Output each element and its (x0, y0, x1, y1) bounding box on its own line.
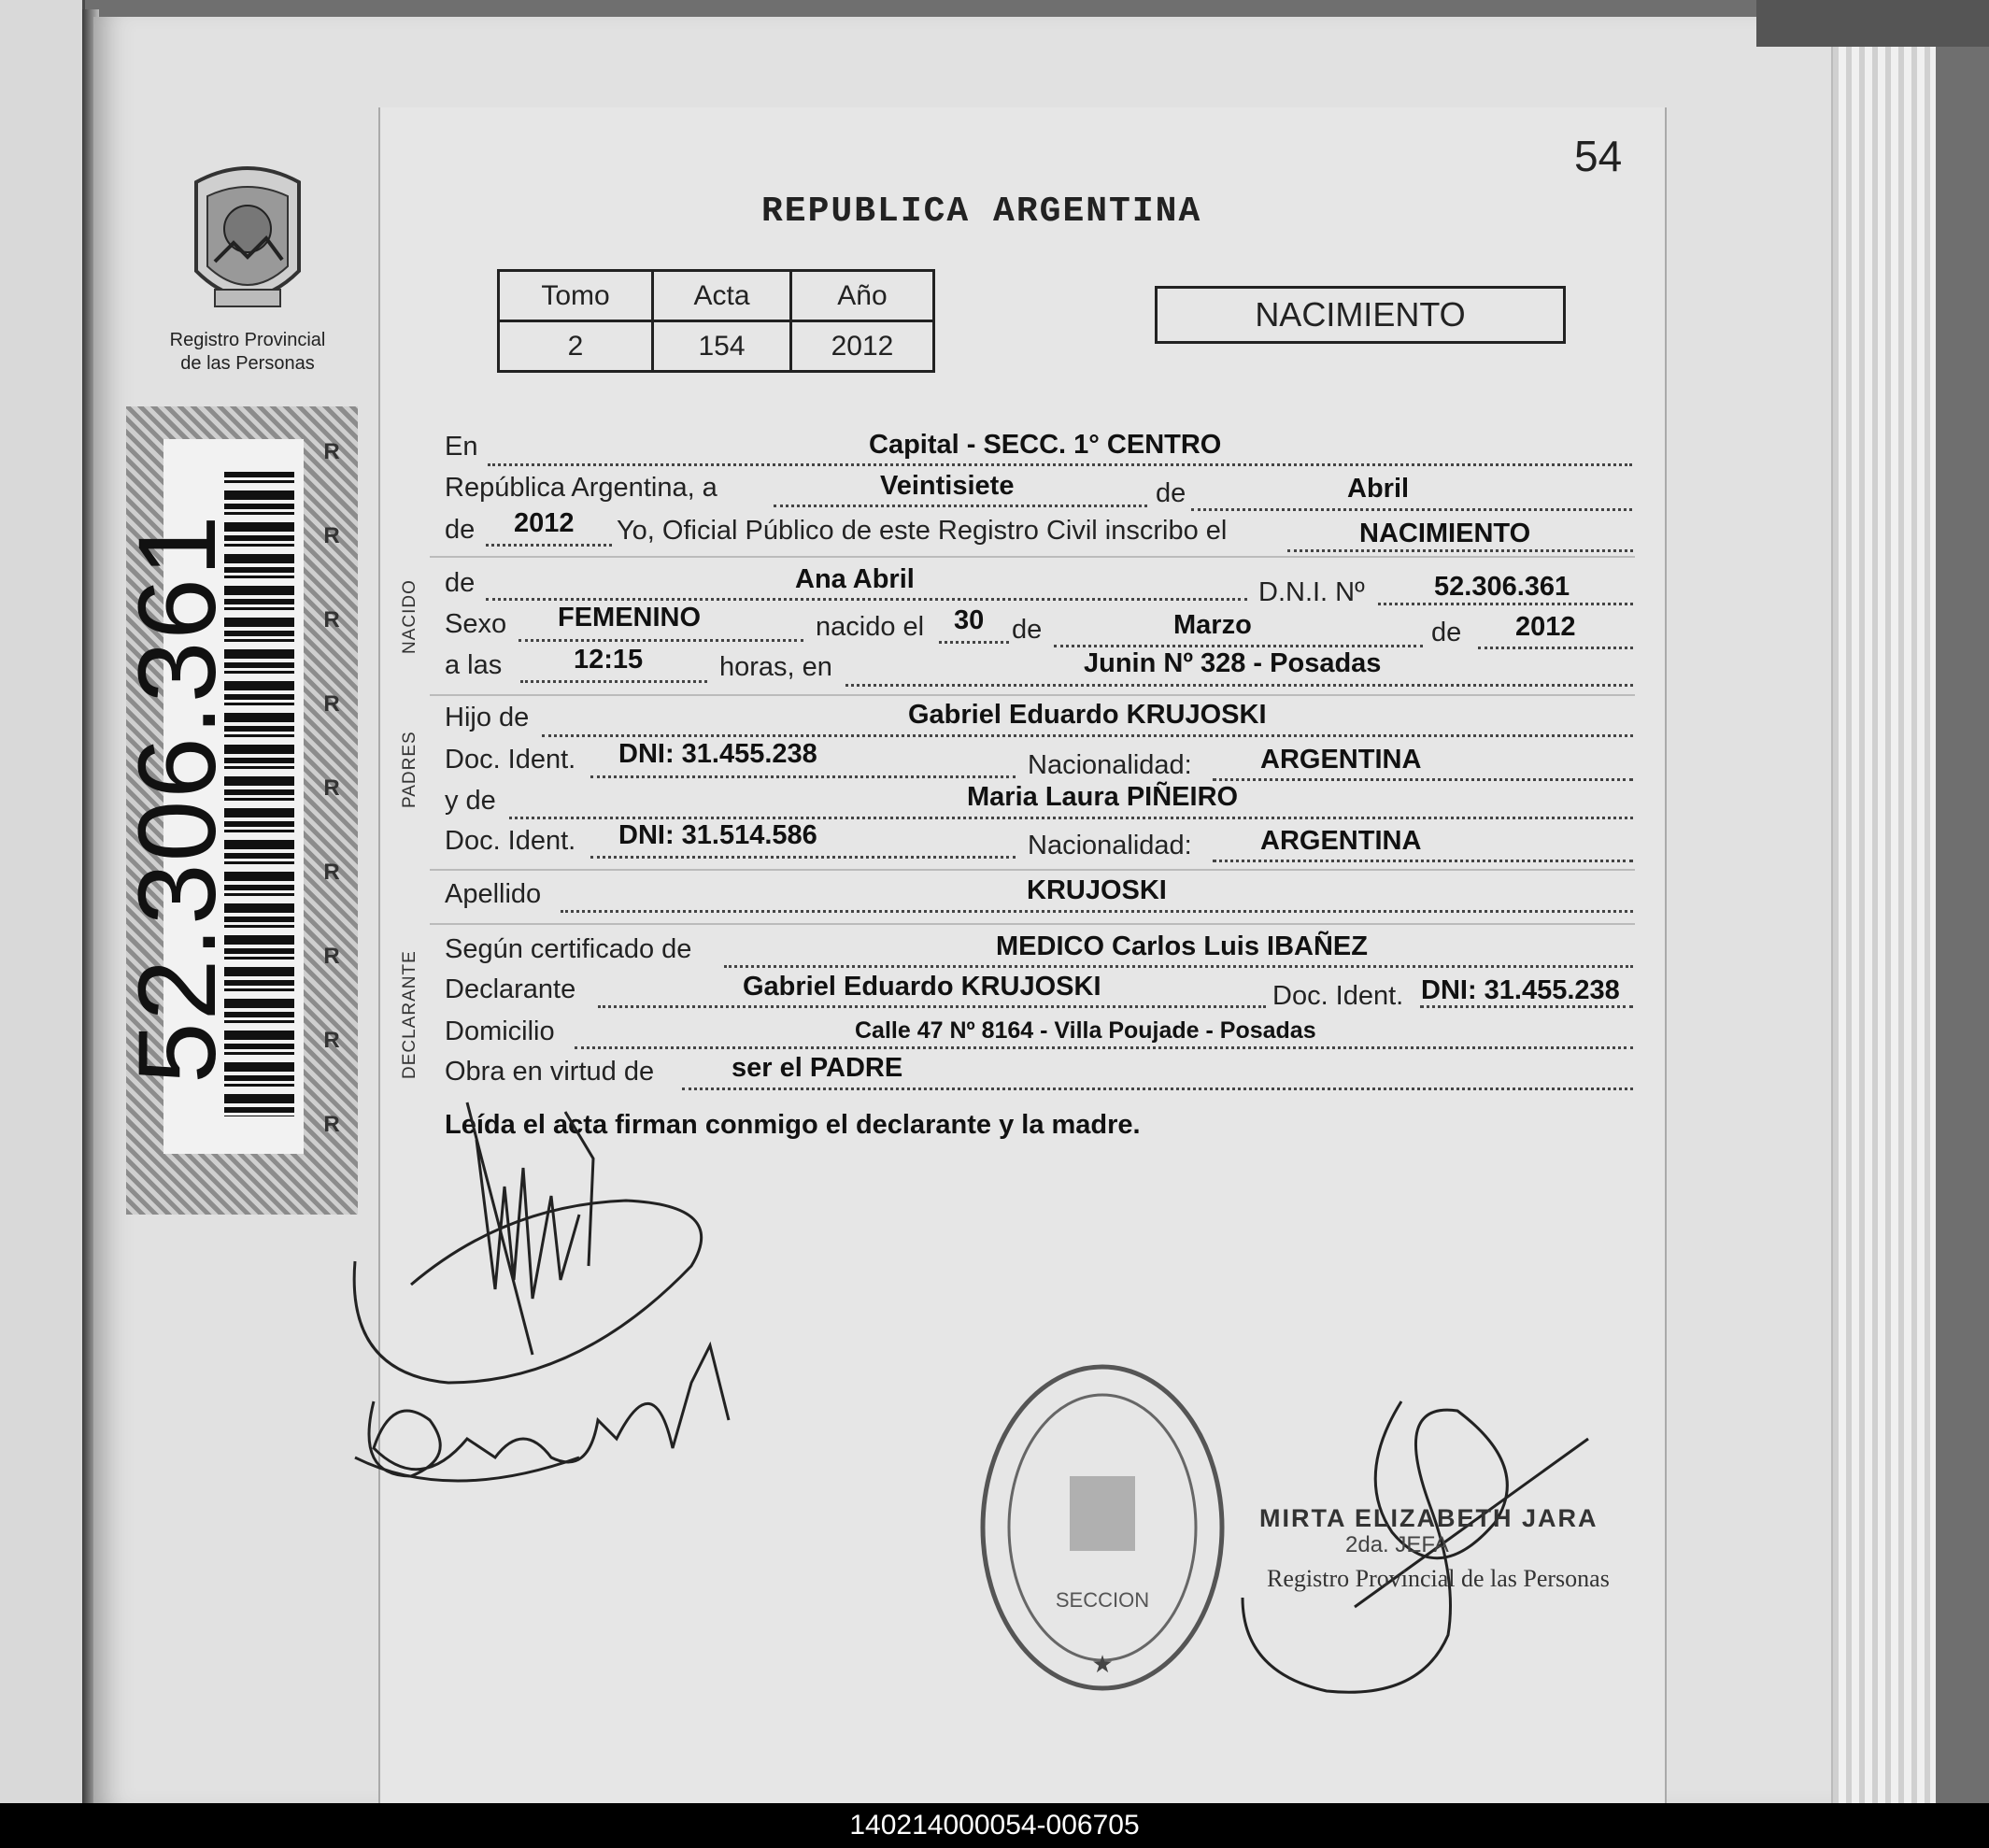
dotted-line (598, 1005, 1266, 1008)
value-name: Ana Abril (795, 564, 915, 594)
dotted-line (542, 734, 1633, 737)
value-birth-time: 12:15 (574, 645, 644, 675)
label-certificado: Según certificado de (445, 934, 692, 964)
closing-statement: Leída el acta firman conmigo el declarante y la madre. (445, 1110, 1141, 1140)
dotted-line (486, 544, 612, 547)
province-seal-logo (178, 159, 318, 327)
label-obra: Obra en virtud de (445, 1057, 655, 1087)
value-declarante: Gabriel Eduardo KRUJOSKI (743, 972, 1101, 1002)
label-dni: D.N.I. Nº (1258, 577, 1365, 607)
sticker-pattern-letter: R (323, 607, 340, 633)
value-birth-day: 30 (954, 605, 985, 635)
dotted-line (486, 598, 1247, 601)
label-nacionalidad: Nacionalidad: (1028, 831, 1192, 860)
dotted-line (1378, 603, 1633, 605)
dotted-line (774, 505, 1147, 507)
header-anio: Año (791, 271, 934, 321)
value-birth-place: Junin Nº 328 - Posadas (1084, 648, 1382, 678)
value-month: Abril (1347, 474, 1410, 504)
sticker-pattern-letter: R (323, 523, 340, 548)
dotted-line (575, 1046, 1633, 1049)
value-en: Capital - SECC. 1° CENTRO (869, 430, 1222, 460)
label-oficial: Yo, Oficial Público de este Registro Civil inscribo el (617, 516, 1228, 546)
official-organization: Registro Provincial de las Personas (1267, 1565, 1610, 1592)
label-domicilio: Domicilio (445, 1016, 555, 1046)
sticker-pattern-letter: R (323, 860, 340, 885)
section-divider (430, 869, 1635, 871)
dotted-line (682, 1087, 1633, 1090)
value-dni: 52.306.361 (1434, 572, 1570, 602)
logo-caption-line2: de las Personas (180, 353, 315, 374)
label-nacionalidad: Nacionalidad: (1028, 750, 1192, 780)
value-father-nationality: ARGENTINA (1260, 745, 1422, 775)
value-anio: 2012 (791, 321, 934, 372)
sticker-pattern-letter: R (323, 439, 340, 464)
dotted-line (488, 463, 1632, 466)
dotted-line (520, 680, 707, 683)
dotted-line (1478, 647, 1633, 649)
section-divider (430, 923, 1635, 925)
label-declarante: Declarante (445, 974, 576, 1004)
page-number: 54 (1574, 132, 1623, 180)
sticker-pattern-letter: R (323, 1028, 340, 1053)
dotted-line (561, 910, 1633, 913)
footer-code: 140214000054-006705 (849, 1810, 1140, 1841)
footer-bar (0, 1803, 1989, 1848)
record-type-box: NACIMIENTO (1155, 286, 1566, 344)
label-doc: Doc. Ident. (445, 745, 576, 775)
dotted-line (724, 965, 1633, 968)
dotted-line (1213, 778, 1633, 781)
sticker-pattern-letter: R (323, 1112, 340, 1137)
dotted-line (519, 639, 803, 642)
label-doc: Doc. Ident. (1272, 981, 1404, 1011)
registry-table (497, 269, 935, 373)
label-name: de (445, 568, 476, 598)
sticker-pattern-letter: R (323, 944, 340, 969)
label-sexo: Sexo (445, 609, 507, 639)
label-republica: República Argentina, a (445, 473, 717, 503)
dotted-line (1054, 645, 1423, 647)
official-stamp (972, 1355, 1233, 1700)
scan-background (1756, 0, 1989, 47)
handwritten-signatures (336, 1065, 803, 1514)
value-mother-nationality: ARGENTINA (1260, 826, 1422, 856)
value-sexo: FEMENINO (558, 603, 702, 633)
sticker-pattern-letter: R (323, 691, 340, 717)
id-sticker-number: 52.306.361 (116, 513, 239, 1084)
dotted-line (590, 775, 1016, 778)
dotted-line (939, 641, 1009, 644)
label-horas: horas, en (719, 652, 832, 682)
value-acta: 154 (653, 321, 791, 372)
dotted-line (509, 817, 1633, 819)
label-de: de (445, 515, 476, 545)
value-birth-month: Marzo (1173, 610, 1252, 640)
label-de: de (1012, 615, 1043, 645)
value-obra: ser el PADRE (732, 1053, 903, 1083)
value-father-name: Gabriel Eduardo KRUJOSKI (908, 700, 1267, 730)
stamp-inner-text: SECCION (1055, 1588, 1150, 1612)
dotted-line (845, 684, 1633, 687)
value-certificado: MEDICO Carlos Luis IBAÑEZ (996, 931, 1368, 961)
value-day: Veintisiete (880, 471, 1015, 501)
dotted-line (1213, 860, 1633, 862)
label-en: En (445, 432, 478, 462)
section-divider (430, 694, 1635, 696)
value-year: 2012 (514, 508, 575, 538)
section-label-declarante: DECLARANTE (400, 950, 419, 1079)
section-label-padres: PADRES (400, 731, 419, 808)
label-de: de (1156, 478, 1186, 508)
label-doc: Doc. Ident. (445, 826, 576, 856)
dotted-line (1191, 508, 1632, 511)
page-edges (1831, 37, 1936, 1803)
section-divider (430, 556, 1635, 558)
value-record: NACIMIENTO (1359, 519, 1531, 548)
country-title: REPUBLICA ARGENTINA (761, 192, 1202, 232)
dotted-line (590, 856, 1016, 859)
label-yde: y de (445, 786, 496, 816)
official-role: 2da. JEFA (1345, 1532, 1449, 1557)
stamp-star-icon: ★ (1091, 1650, 1114, 1678)
logo-caption (140, 329, 355, 376)
header-tomo: Tomo (499, 271, 653, 321)
value-mother-name: Maria Laura PIÑEIRO (967, 782, 1239, 812)
section-label-nacido: NACIDO (400, 579, 419, 654)
value-apellido: KRUJOSKI (1027, 875, 1167, 905)
value-tomo: 2 (499, 321, 653, 372)
official-name: MIRTA ELIZABETH JARA (1259, 1504, 1598, 1532)
left-page (0, 0, 85, 1803)
value-father-doc: DNI: 31.455.238 (618, 739, 817, 769)
value-mother-doc: DNI: 31.514.586 (618, 820, 817, 850)
label-alas: a las (445, 650, 503, 680)
label-hijo: Hijo de (445, 703, 530, 732)
sticker-pattern-letter: R (323, 775, 340, 801)
value-declarante-doc: DNI: 31.455.238 (1421, 975, 1620, 1005)
logo-caption-line1: Registro Provincial (169, 330, 326, 350)
label-nacido: nacido el (816, 612, 925, 642)
header-acta: Acta (653, 271, 791, 321)
value-domicilio: Calle 47 Nº 8164 - Villa Poujade - Posadas (855, 1017, 1316, 1044)
label-de: de (1431, 618, 1462, 647)
label-apellido: Apellido (445, 879, 542, 909)
value-birth-year: 2012 (1515, 612, 1576, 642)
dotted-line (1287, 549, 1633, 552)
